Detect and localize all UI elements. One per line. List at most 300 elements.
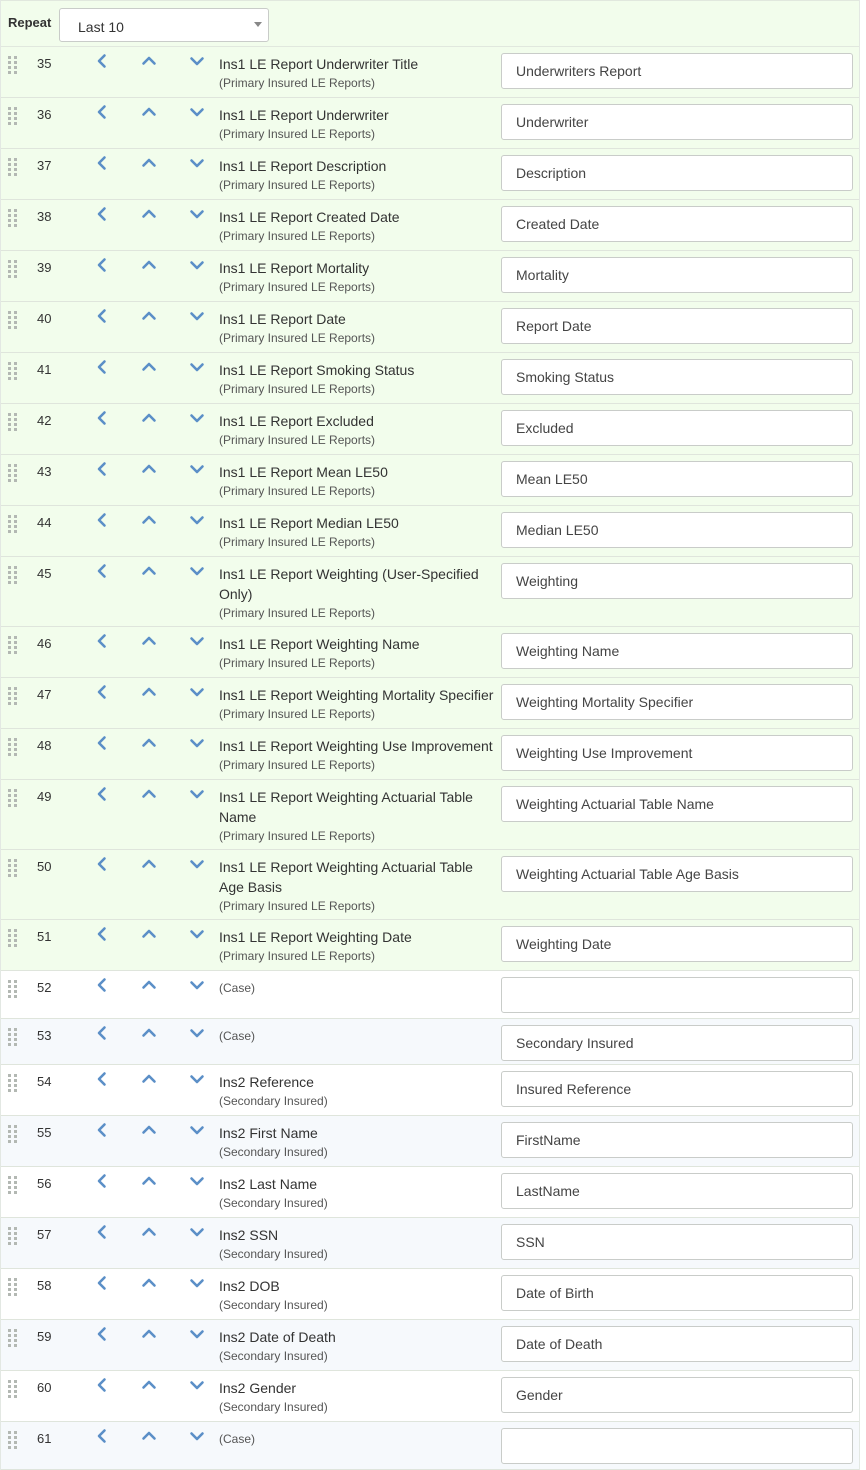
field-source: (Primary Insured LE Reports)	[219, 433, 376, 447]
chevron-left-icon	[93, 460, 111, 478]
move-left-button[interactable]	[93, 1325, 111, 1343]
chevron-down-icon	[188, 683, 206, 701]
mapping-row	[1, 678, 859, 729]
chevron-down-icon	[188, 511, 206, 529]
move-down-button[interactable]	[188, 52, 206, 70]
move-down-button[interactable]	[188, 460, 206, 478]
row-number: 55	[37, 1125, 52, 1140]
mapping-input[interactable]	[501, 735, 853, 771]
chevron-left-icon	[93, 683, 111, 701]
move-left-button[interactable]	[93, 925, 111, 943]
chevron-down-icon	[188, 154, 206, 172]
move-left-button[interactable]	[93, 103, 111, 121]
chevron-up-icon	[140, 511, 158, 529]
repeat-label: Repeat	[8, 15, 52, 30]
move-left-button[interactable]	[93, 562, 111, 580]
row-number: 60	[37, 1380, 52, 1395]
mapping-input[interactable]	[501, 856, 853, 892]
field-source: (Primary Insured LE Reports)	[219, 535, 376, 549]
drag-handle-icon[interactable]	[8, 1329, 19, 1347]
field-label	[219, 1378, 497, 1417]
mapping-row	[1, 353, 859, 404]
row-number: 51	[37, 929, 52, 944]
field-label	[219, 462, 497, 501]
move-down-button[interactable]	[188, 103, 206, 121]
row-number: 61	[37, 1431, 52, 1446]
move-left-button[interactable]	[93, 734, 111, 752]
chevron-down-icon	[188, 855, 206, 873]
move-up-button[interactable]	[140, 307, 158, 325]
field-label	[219, 1123, 497, 1162]
mapping-input[interactable]	[501, 308, 853, 344]
chevron-up-icon	[140, 358, 158, 376]
chevron-left-icon	[93, 256, 111, 274]
mapping-input[interactable]	[501, 1428, 853, 1464]
chevron-left-icon	[93, 1121, 111, 1139]
field-source: (Secondary Insured)	[219, 1298, 328, 1312]
row-number: 45	[37, 566, 52, 581]
mapping-row	[1, 251, 859, 302]
field-source: (Secondary Insured)	[219, 1196, 328, 1210]
mapping-row	[1, 404, 859, 455]
mapping-row	[1, 1320, 859, 1371]
mapping-input[interactable]	[501, 1122, 853, 1158]
drag-handle-icon[interactable]	[8, 1176, 19, 1194]
move-up-button[interactable]	[140, 562, 158, 580]
field-source: (Primary Insured LE Reports)	[219, 178, 376, 192]
move-left-button[interactable]	[93, 1274, 111, 1292]
move-up-button[interactable]	[140, 785, 158, 803]
move-up-button[interactable]	[140, 52, 158, 70]
chevron-down-icon	[188, 1223, 206, 1241]
row-number: 49	[37, 789, 52, 804]
drag-handle-icon[interactable]	[8, 260, 19, 278]
move-down-button[interactable]	[188, 562, 206, 580]
move-down-button[interactable]	[188, 205, 206, 223]
chevron-left-icon	[93, 1325, 111, 1343]
move-down-button[interactable]	[188, 409, 206, 427]
field-source: (Primary Insured LE Reports)	[219, 382, 376, 396]
chevron-down-icon	[188, 632, 206, 650]
move-up-button[interactable]	[140, 1427, 158, 1445]
drag-handle-icon[interactable]	[8, 738, 19, 756]
field-source: (Primary Insured LE Reports)	[219, 484, 376, 498]
drag-handle-icon[interactable]	[8, 515, 19, 533]
move-left-button[interactable]	[93, 785, 111, 803]
chevron-left-icon	[93, 976, 111, 994]
mapping-input[interactable]	[501, 1377, 853, 1413]
move-up-button[interactable]	[140, 256, 158, 274]
row-number: 44	[37, 515, 52, 530]
row-number: 46	[37, 636, 52, 651]
field-label	[219, 979, 497, 998]
mapping-row	[1, 557, 859, 627]
move-left-button[interactable]	[93, 1376, 111, 1394]
chevron-down-icon	[188, 734, 206, 752]
field-label	[219, 1276, 497, 1315]
move-left-button[interactable]	[93, 307, 111, 325]
move-down-button[interactable]	[188, 976, 206, 994]
chevron-up-icon	[140, 683, 158, 701]
move-down-button[interactable]	[188, 1325, 206, 1343]
chevron-left-icon	[93, 409, 111, 427]
move-up-button[interactable]	[140, 1376, 158, 1394]
chevron-left-icon	[93, 154, 111, 172]
mapping-row	[1, 1065, 859, 1116]
drag-handle-icon[interactable]	[8, 789, 19, 807]
drag-handle-icon[interactable]	[8, 636, 19, 654]
repeat-header	[1, 0, 859, 47]
mapping-row	[1, 506, 859, 557]
field-title: Ins2 Last Name	[219, 1176, 318, 1192]
mapping-input[interactable]	[501, 684, 853, 720]
move-down-button[interactable]	[188, 511, 206, 529]
field-source: (Primary Insured LE Reports)	[219, 758, 376, 772]
move-up-button[interactable]	[140, 358, 158, 376]
chevron-down-icon	[188, 1274, 206, 1292]
field-title: Ins1 LE Report Mean LE50	[219, 464, 388, 480]
field-title: Ins1 LE Report Created Date	[219, 209, 400, 225]
chevron-up-icon	[140, 855, 158, 873]
mapping-input[interactable]	[501, 410, 853, 446]
move-up-button[interactable]	[140, 1172, 158, 1190]
move-up-button[interactable]	[140, 511, 158, 529]
field-title: Ins2 Gender	[219, 1380, 297, 1396]
move-up-button[interactable]	[140, 205, 158, 223]
field-source: (Case)	[219, 1029, 256, 1043]
mapping-row	[1, 149, 859, 200]
move-left-button[interactable]	[93, 1427, 111, 1445]
row-number: 43	[37, 464, 52, 479]
chevron-left-icon	[93, 632, 111, 650]
move-up-button[interactable]	[140, 976, 158, 994]
drag-handle-icon[interactable]	[8, 362, 19, 380]
mapping-input[interactable]	[501, 786, 853, 822]
chevron-left-icon	[93, 205, 111, 223]
chevron-left-icon	[93, 103, 111, 121]
drag-handle-icon[interactable]	[8, 1431, 19, 1449]
move-up-button[interactable]	[140, 855, 158, 873]
row-number: 36	[37, 107, 52, 122]
field-label	[219, 787, 497, 846]
move-left-button[interactable]	[93, 1024, 111, 1042]
move-left-button[interactable]	[93, 1070, 111, 1088]
mapping-row	[1, 971, 859, 1019]
move-left-button[interactable]	[93, 511, 111, 529]
mapping-input[interactable]	[501, 1025, 853, 1061]
move-down-button[interactable]	[188, 1070, 206, 1088]
row-number: 48	[37, 738, 52, 753]
field-source: (Primary Insured LE Reports)	[219, 127, 376, 141]
move-up-button[interactable]	[140, 1325, 158, 1343]
chevron-left-icon	[93, 1223, 111, 1241]
move-up-button[interactable]	[140, 409, 158, 427]
chevron-down-icon	[188, 307, 206, 325]
row-number: 53	[37, 1028, 52, 1043]
mapping-row	[1, 780, 859, 850]
move-up-button[interactable]	[140, 1070, 158, 1088]
move-down-button[interactable]	[188, 154, 206, 172]
drag-handle-icon[interactable]	[8, 209, 19, 227]
row-number: 56	[37, 1176, 52, 1191]
row-number: 57	[37, 1227, 52, 1242]
mapping-input[interactable]	[501, 257, 853, 293]
field-title: Ins1 LE Report Weighting Date	[219, 929, 412, 945]
drag-handle-icon[interactable]	[8, 1074, 19, 1092]
field-source: (Case)	[219, 1432, 256, 1446]
move-down-button[interactable]	[188, 785, 206, 803]
mapping-row	[1, 729, 859, 780]
move-down-button[interactable]	[188, 1376, 206, 1394]
field-title: Ins1 LE Report Weighting Use Improvement	[219, 738, 493, 754]
field-label	[219, 1430, 497, 1449]
move-left-button[interactable]	[93, 1121, 111, 1139]
chevron-down-icon	[188, 409, 206, 427]
field-label	[219, 736, 497, 775]
field-title: Ins2 DOB	[219, 1278, 280, 1294]
chevron-left-icon	[93, 1427, 111, 1445]
caret-down-icon	[254, 22, 262, 27]
drag-handle-icon[interactable]	[8, 56, 19, 74]
mapping-row	[1, 1116, 859, 1167]
move-left-button[interactable]	[93, 52, 111, 70]
move-left-button[interactable]	[93, 855, 111, 873]
field-title: Ins1 LE Report Smoking Status	[219, 362, 415, 378]
mapping-input[interactable]	[501, 512, 853, 548]
field-source: (Primary Insured LE Reports)	[219, 76, 376, 90]
mapping-input[interactable]	[501, 926, 853, 962]
chevron-up-icon	[140, 1427, 158, 1445]
field-label	[219, 411, 497, 450]
drag-handle-icon[interactable]	[8, 929, 19, 947]
field-title: Ins2 Date of Death	[219, 1329, 336, 1345]
chevron-up-icon	[140, 52, 158, 70]
chevron-up-icon	[140, 785, 158, 803]
chevron-up-icon	[140, 632, 158, 650]
drag-handle-icon[interactable]	[8, 311, 19, 329]
drag-handle-icon[interactable]	[8, 413, 19, 431]
move-down-button[interactable]	[188, 1121, 206, 1139]
chevron-down-icon	[188, 785, 206, 803]
field-source: (Secondary Insured)	[219, 1145, 328, 1159]
move-down-button[interactable]	[188, 1427, 206, 1445]
chevron-down-icon	[188, 562, 206, 580]
move-left-button[interactable]	[93, 205, 111, 223]
field-title: Ins1 LE Report Mortality	[219, 260, 370, 276]
move-up-button[interactable]	[140, 1121, 158, 1139]
chevron-down-icon	[188, 1070, 206, 1088]
mapping-input[interactable]	[501, 563, 853, 599]
field-label	[219, 258, 497, 297]
mapping-input[interactable]	[501, 1326, 853, 1362]
move-up-button[interactable]	[140, 1024, 158, 1042]
move-up-button[interactable]	[140, 154, 158, 172]
drag-handle-icon[interactable]	[8, 687, 19, 705]
move-up-button[interactable]	[140, 460, 158, 478]
chevron-left-icon	[93, 1376, 111, 1394]
row-number: 47	[37, 687, 52, 702]
move-down-button[interactable]	[188, 1274, 206, 1292]
mapping-input[interactable]	[501, 461, 853, 497]
move-left-button[interactable]	[93, 632, 111, 650]
row-number: 42	[37, 413, 52, 428]
move-up-button[interactable]	[140, 925, 158, 943]
move-up-button[interactable]	[140, 632, 158, 650]
drag-handle-icon[interactable]	[8, 1278, 19, 1296]
field-source: (Primary Insured LE Reports)	[219, 280, 376, 294]
field-title: Ins2 First Name	[219, 1125, 318, 1141]
move-left-button[interactable]	[93, 683, 111, 701]
mapping-input[interactable]	[501, 206, 853, 242]
chevron-down-icon	[188, 1325, 206, 1343]
field-source: (Secondary Insured)	[219, 1094, 328, 1108]
move-left-button[interactable]	[93, 460, 111, 478]
mapping-input[interactable]	[501, 1071, 853, 1107]
row-number: 52	[37, 980, 52, 995]
field-label	[219, 564, 497, 623]
drag-handle-icon[interactable]	[8, 566, 19, 584]
move-down-button[interactable]	[188, 855, 206, 873]
move-up-button[interactable]	[140, 734, 158, 752]
mapping-input[interactable]	[501, 977, 853, 1013]
row-number: 40	[37, 311, 52, 326]
chevron-down-icon	[188, 256, 206, 274]
chevron-up-icon	[140, 409, 158, 427]
drag-handle-icon[interactable]	[8, 107, 19, 125]
field-source: (Primary Insured LE Reports)	[219, 899, 376, 913]
move-down-button[interactable]	[188, 307, 206, 325]
field-title: Ins1 LE Report Underwriter Title	[219, 56, 419, 72]
chevron-up-icon	[140, 925, 158, 943]
mapping-row	[1, 850, 859, 920]
mapping-row	[1, 98, 859, 149]
move-up-button[interactable]	[140, 1223, 158, 1241]
field-label	[219, 156, 497, 195]
drag-handle-icon[interactable]	[8, 1028, 19, 1046]
chevron-up-icon	[140, 256, 158, 274]
chevron-up-icon	[140, 1376, 158, 1394]
mapping-input[interactable]	[501, 1275, 853, 1311]
chevron-down-icon	[188, 103, 206, 121]
drag-handle-icon[interactable]	[8, 464, 19, 482]
move-down-button[interactable]	[188, 1024, 206, 1042]
field-label	[219, 54, 497, 93]
chevron-down-icon	[188, 1376, 206, 1394]
move-down-button[interactable]	[188, 683, 206, 701]
move-down-button[interactable]	[188, 734, 206, 752]
move-left-button[interactable]	[93, 976, 111, 994]
chevron-down-icon	[188, 205, 206, 223]
mapping-input[interactable]	[501, 104, 853, 140]
move-down-button[interactable]	[188, 256, 206, 274]
move-left-button[interactable]	[93, 1172, 111, 1190]
mapping-row	[1, 1422, 859, 1470]
chevron-down-icon	[188, 1024, 206, 1042]
mapping-input[interactable]	[501, 1173, 853, 1209]
chevron-up-icon	[140, 1172, 158, 1190]
mapping-input[interactable]	[501, 633, 853, 669]
move-left-button[interactable]	[93, 409, 111, 427]
field-title: Ins2 Reference	[219, 1074, 314, 1090]
mapping-row	[1, 47, 859, 98]
move-left-button[interactable]	[93, 154, 111, 172]
mapping-input[interactable]	[501, 155, 853, 191]
move-down-button[interactable]	[188, 1223, 206, 1241]
repeat-select[interactable]	[59, 8, 269, 42]
field-source: (Primary Insured LE Reports)	[219, 707, 376, 721]
field-label	[219, 105, 497, 144]
field-source: (Secondary Insured)	[219, 1349, 328, 1363]
drag-handle-icon[interactable]	[8, 158, 19, 176]
chevron-left-icon	[93, 52, 111, 70]
drag-handle-icon[interactable]	[8, 980, 19, 998]
chevron-up-icon	[140, 1325, 158, 1343]
mapping-row	[1, 920, 859, 971]
chevron-up-icon	[140, 154, 158, 172]
move-up-button[interactable]	[140, 103, 158, 121]
chevron-left-icon	[93, 307, 111, 325]
row-number: 39	[37, 260, 52, 275]
drag-handle-icon[interactable]	[8, 1380, 19, 1398]
chevron-down-icon	[188, 1427, 206, 1445]
field-label	[219, 1327, 497, 1366]
move-up-button[interactable]	[140, 1274, 158, 1292]
chevron-left-icon	[93, 562, 111, 580]
field-source: (Case)	[219, 981, 256, 995]
chevron-down-icon	[188, 52, 206, 70]
field-label	[219, 634, 497, 673]
move-down-button[interactable]	[188, 1172, 206, 1190]
move-left-button[interactable]	[93, 256, 111, 274]
move-down-button[interactable]	[188, 358, 206, 376]
drag-handle-icon[interactable]	[8, 859, 19, 877]
mapping-row	[1, 1019, 859, 1065]
mapping-input[interactable]	[501, 359, 853, 395]
chevron-left-icon	[93, 1172, 111, 1190]
field-label	[219, 927, 497, 966]
chevron-down-icon	[188, 976, 206, 994]
chevron-left-icon	[93, 1274, 111, 1292]
field-source: (Primary Insured LE Reports)	[219, 949, 376, 963]
row-number: 38	[37, 209, 52, 224]
chevron-up-icon	[140, 1024, 158, 1042]
row-number: 59	[37, 1329, 52, 1344]
mapping-row	[1, 627, 859, 678]
chevron-up-icon	[140, 976, 158, 994]
chevron-left-icon	[93, 358, 111, 376]
chevron-up-icon	[140, 460, 158, 478]
mapping-input[interactable]	[501, 53, 853, 89]
mapping-input[interactable]	[501, 1224, 853, 1260]
chevron-up-icon	[140, 205, 158, 223]
chevron-up-icon	[140, 1223, 158, 1241]
move-left-button[interactable]	[93, 358, 111, 376]
chevron-up-icon	[140, 1274, 158, 1292]
move-down-button[interactable]	[188, 925, 206, 943]
mapping-row	[1, 1371, 859, 1422]
chevron-down-icon	[188, 1121, 206, 1139]
drag-handle-icon[interactable]	[8, 1227, 19, 1245]
mapping-row	[1, 455, 859, 506]
field-title: Ins1 LE Report Weighting Name	[219, 636, 420, 652]
move-up-button[interactable]	[140, 683, 158, 701]
move-down-button[interactable]	[188, 632, 206, 650]
drag-handle-icon[interactable]	[8, 1125, 19, 1143]
field-label	[219, 360, 497, 399]
move-left-button[interactable]	[93, 1223, 111, 1241]
field-source: (Secondary Insured)	[219, 1400, 328, 1414]
field-title: Ins1 LE Report Description	[219, 158, 387, 174]
